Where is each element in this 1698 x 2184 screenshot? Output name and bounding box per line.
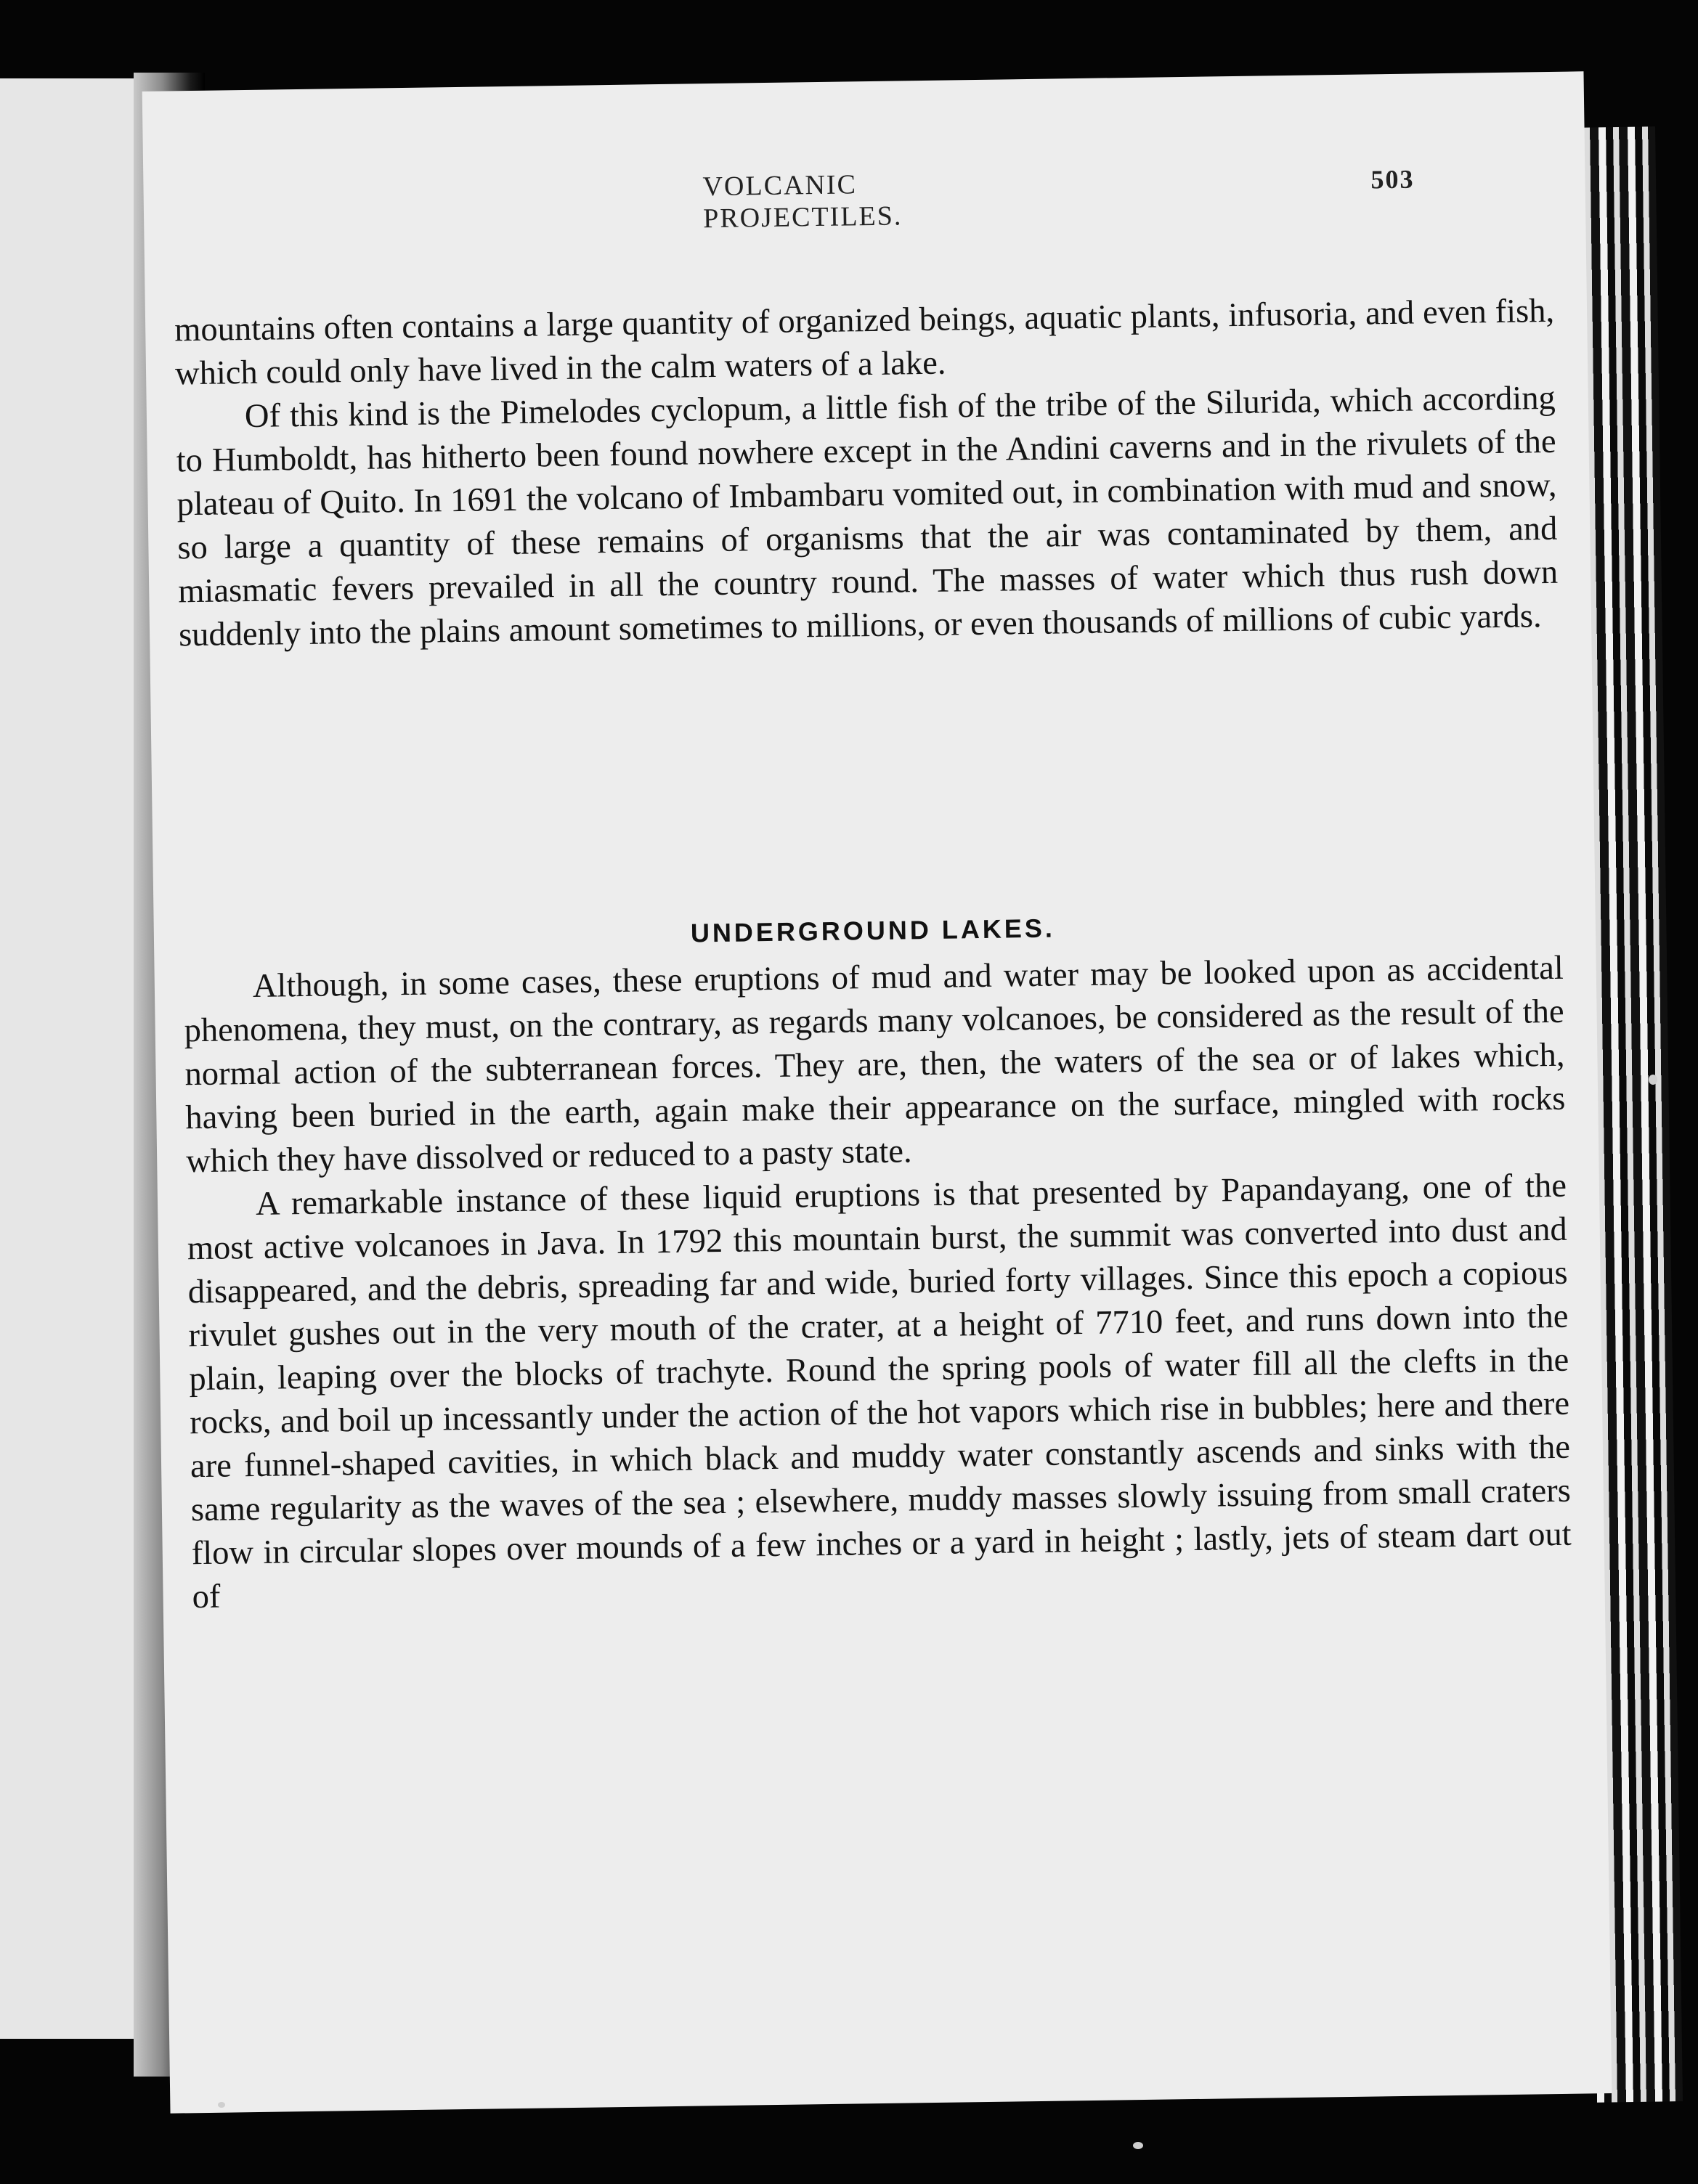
page-number: 503 — [1370, 164, 1415, 195]
dust-speck — [218, 2102, 225, 2108]
dust-speck — [1133, 2142, 1143, 2149]
section-heading: UNDERGROUND LAKES. — [690, 913, 1056, 948]
running-head — [143, 164, 1415, 235]
running-title: VOLCANIC PROJECTILES. — [702, 169, 903, 235]
paragraph-4: A remarkable instance of these liquid eruptions is that presented by Papandayang, one of the most active volcanoes in Java. In 1792 this mountain burst, the summit was converted into dust and disappeared, and the debris, spreading far and wide, buried forty villages. Since this epoch a copious rivulet gushes out in the very mouth of the crater, at a height of 7710 feet, and runs down into the plain, leaping over the blocks of trachyte. Round the spring pools of water fill all the clefts in the rocks, and boil up incessantly under the action of the hot vapors which rise in bubbles; here and there are funnel-shaped cavities, in which black and muddy water constantly ascends and sinks with the same regularity as the waves of the sea ; elsewhere, muddy masses slowly issuing from small craters flow in circular slopes over mounds of a few inches or a yard in height ; lastly, jets of steam dart out of — [187, 1167, 1572, 1616]
dust-speck — [1649, 1075, 1657, 1085]
paragraph-1: mountains often contains a large quantity of organized beings, aquatic plants, infusoria, and even fish, which could only have lived in the calm waters of a lake. — [174, 292, 1555, 393]
paragraph-3: Although, in some cases, these eruptions of mud and water may be looked upon as accidental phenomena, they must, on the contrary, as regards many volcanoes, be considered as the result of the normal action of the subterranean forces. They are, then, the waters of the sea or of lakes which, having been buried in the earth, again make their appearance on the surface, mingled with rocks which they have dissolved or reduced to a pasty state. — [184, 949, 1566, 1181]
book-page — [142, 71, 1612, 2113]
paragraph-2: Of this kind is the Pimelodes cyclopum, a little fish of the tribe of the Silurida, which according to Humboldt, has hitherto been found nowhere except in the Andini caverns and in the rivulets of the plateau of Quito. In 1691 the volcano of Imbambaru vomited out, in combination with mud and snow, so large a quantity of these remains of organisms that the air was contaminated by them, and miasmatic fevers prevailed in all the country round. The masses of water which thus rush down suddenly into the plains amount sometimes to millions, or even thousands of millions of cubic yards. — [176, 379, 1559, 654]
